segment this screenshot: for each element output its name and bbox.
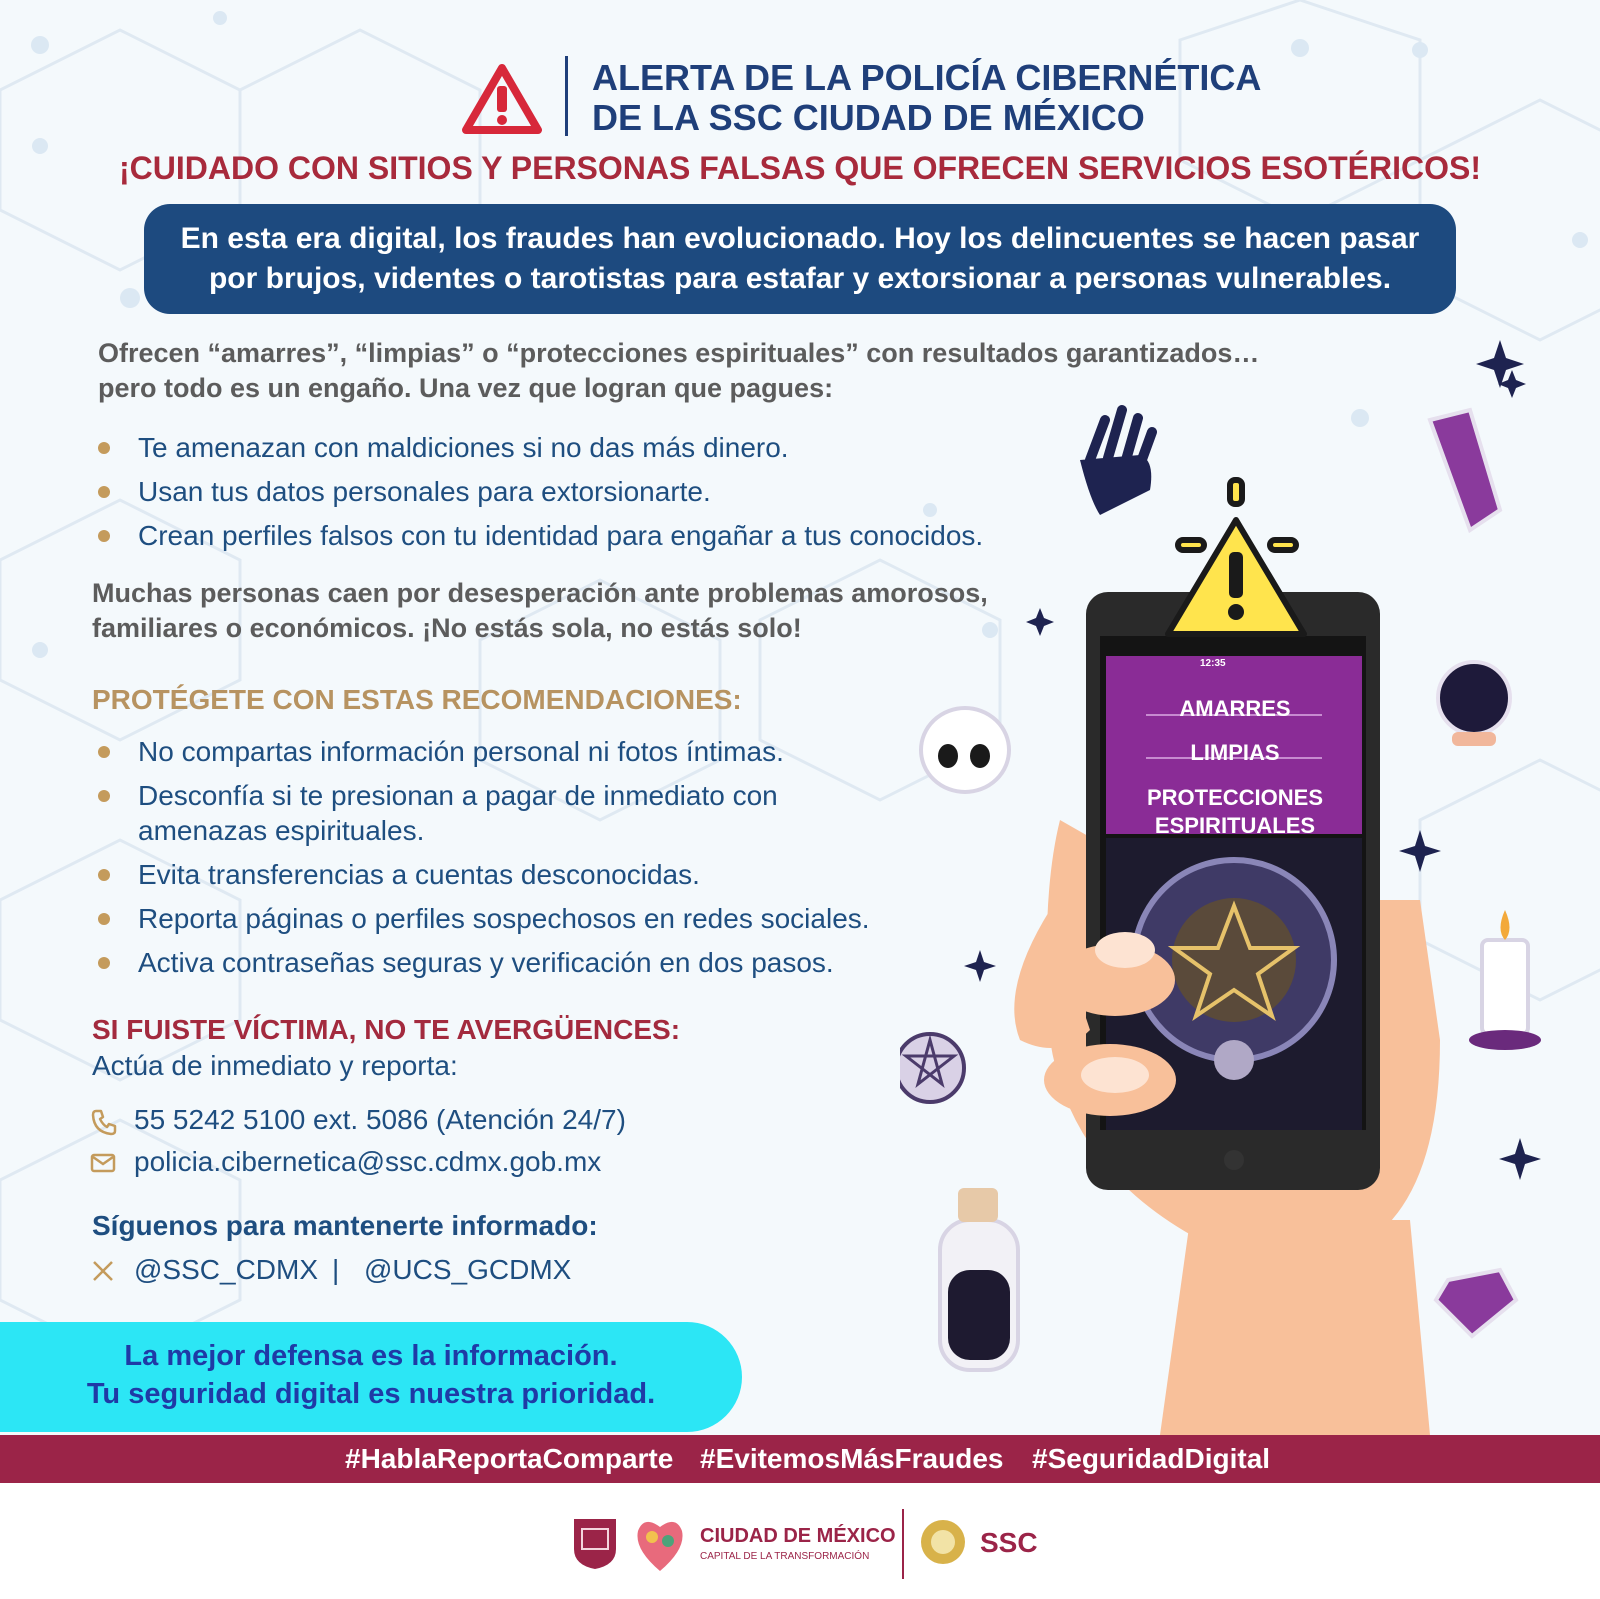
cdmx-shield-logo	[570, 1515, 620, 1571]
list-item	[92, 778, 882, 848]
bullet-icon	[98, 746, 110, 758]
threat-text: Usan tus datos personales para extorsionarte.	[138, 476, 711, 507]
header-title-line2: DE LA SSC CIUDAD DE MÉXICO	[592, 97, 1145, 138]
closing-text	[0, 1337, 742, 1413]
victim-subtitle: Actúa de inmediato y reporta:	[92, 1050, 458, 1081]
recommendation-text: Reporta páginas o perfiles sospechosos en redes sociales.	[138, 903, 870, 934]
list-item	[92, 857, 882, 892]
social-handle-ssc[interactable]: @SSC_CDMX	[134, 1254, 319, 1285]
header-title	[592, 58, 1292, 138]
recommendation-text: No compartas información personal ni fotos íntimas.	[138, 736, 784, 767]
footer	[0, 1483, 1600, 1599]
victim-title: SI FUISTE VÍCTIMA, NO TE AVERGÜENCES:	[92, 1014, 681, 1045]
phone-menu-amarres: AMARRES	[1179, 696, 1291, 721]
social-title: Síguenos para mantenerte informado:	[92, 1210, 598, 1241]
list-item	[92, 945, 882, 980]
footer-divider	[902, 1509, 904, 1579]
phone-menu-limpias: LIMPIAS	[1190, 740, 1280, 765]
recommendations-list	[92, 734, 882, 989]
intro-line2: por brujos, videntes o tarotistas para estafar y extorsionar a personas vulnerables.	[208, 262, 1392, 295]
list-item	[92, 734, 882, 769]
bullet-icon	[98, 869, 110, 881]
bullet-icon	[98, 957, 110, 969]
threat-text: Te amenazan con maldiciones si no das más dinero.	[138, 432, 789, 463]
city-tagline: CAPITAL DE LA TRANSFORMACIÓN	[700, 1551, 870, 1562]
phone-icon	[90, 1108, 118, 1136]
phone-menu-protecciones-line1: PROTECCIONES	[1146, 785, 1324, 810]
threat-text: Crean perfiles falsos con tu identidad para engañar a tus conocidos.	[138, 520, 984, 551]
recommendations-title: PROTÉGETE CON ESTAS RECOMENDACIONES:	[92, 684, 742, 715]
bullet-icon	[98, 442, 110, 454]
closing-line1: La mejor defensa es la información.	[124, 1340, 618, 1372]
hashtag-2: #EvitemosMásFraudes	[700, 1443, 1004, 1474]
phone-illustration	[900, 340, 1600, 1435]
header-divider	[565, 56, 568, 136]
cdmx-heart-logo	[632, 1507, 688, 1577]
mail-icon	[90, 1152, 116, 1174]
ssc-badge-logo	[918, 1517, 968, 1567]
recommendation-text: Evita transferencias a cuentas desconocidas.	[138, 859, 700, 890]
offer-line1: Ofrecen “amarres”, “limpias” o “protecciones espirituales” con resultados garantizados…	[98, 338, 1260, 368]
hashtag-1: #HablaReportaComparte	[345, 1443, 674, 1474]
x-logo-icon	[92, 1260, 114, 1282]
desperation-line2: familiares o económicos. ¡No estás sola, no estás solo!	[92, 613, 802, 643]
intro-line1: En esta era digital, los fraudes han evolucionado. Hoy los delincuentes se hacen pasar	[180, 222, 1420, 255]
email-link[interactable]: policia.cibernetica@ssc.cdmx.gob.mx	[134, 1146, 602, 1177]
phone-menu-protecciones	[1106, 784, 1364, 840]
phone-menu-protecciones-line2: ESPIRITUALES	[1154, 813, 1316, 838]
social-handle-ucs[interactable]: @UCS_GCDMX	[364, 1254, 572, 1285]
desperation-line1: Muchas personas caen por desesperación ante problemas amorosos,	[92, 578, 988, 608]
hashtag-3: #SeguridadDigital	[1032, 1443, 1271, 1474]
bullet-icon	[98, 913, 110, 925]
phone-time: 12:35	[1200, 658, 1226, 669]
intro-box	[144, 204, 1456, 314]
city-name: CIUDAD DE MÉXICO	[700, 1525, 896, 1547]
recommendation-text: Activa contraseñas seguras y verificación en dos pasos.	[138, 947, 834, 978]
agency-name: SSC	[980, 1527, 1038, 1558]
headline: ¡CUIDADO CON SITIOS Y PERSONAS FALSAS QUE OFRECEN SERVICIOS ESOTÉRICOS!	[119, 150, 1481, 186]
header-title-line1: ALERTA DE LA POLICÍA CIBERNÉTICA	[592, 57, 1262, 98]
hashtag-ribbon	[0, 1435, 1600, 1483]
recommendation-text: Desconfía si te presionan a pagar de inmediato con amenazas espirituales.	[138, 780, 778, 846]
closing-line2: Tu seguridad digital es nuestra prioridad.	[86, 1378, 656, 1410]
list-item	[92, 901, 882, 936]
bullet-icon	[98, 486, 110, 498]
offer-line2: pero todo es un engaño. Una vez que logran que pagues:	[98, 373, 834, 403]
bullet-icon	[98, 790, 110, 802]
warning-triangle-icon	[462, 62, 542, 134]
social-separator: |	[332, 1254, 340, 1285]
phone-number-link[interactable]: 55 5242 5100 ext. 5086 (Atención 24/7)	[134, 1104, 626, 1135]
bullet-icon	[98, 530, 110, 542]
